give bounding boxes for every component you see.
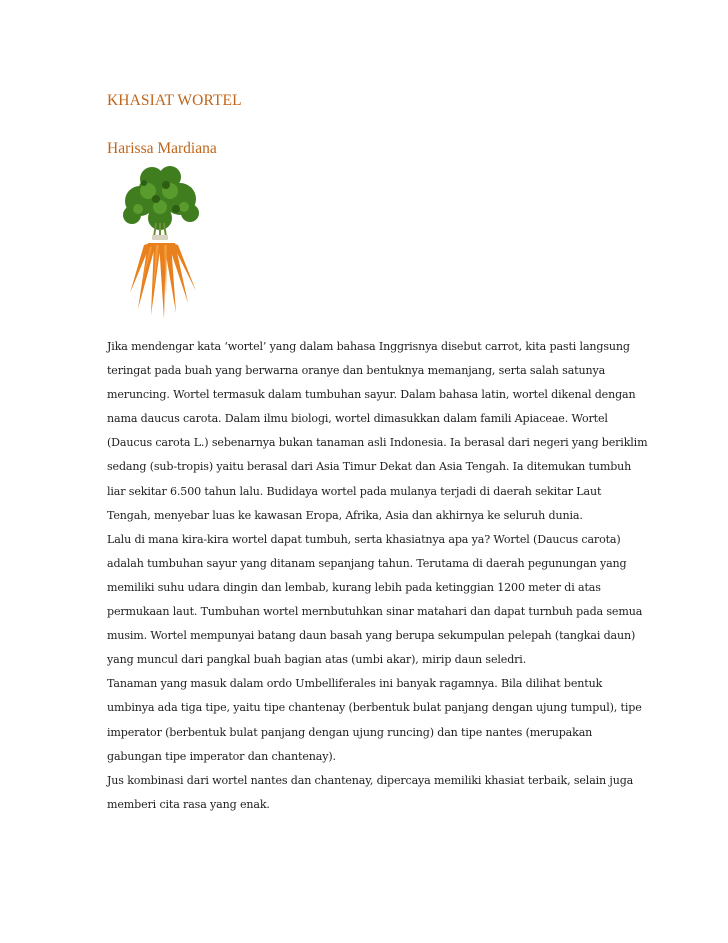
body-line: (Daucus carota L.) sebenarnya bukan tanaman asli Indonesia. Ia berasal dari negeri yang beriklim (107, 436, 648, 450)
body-line: imperator (berbentuk bulat panjang dengan ujung runcing) dan tipe nantes (merupakan (107, 725, 593, 739)
body-line: liar sekitar 6.500 tahun lalu. Budidaya wortel pada mulanya terjadi di daerah sekitar Laut (107, 484, 602, 498)
body-line: gabungan tipe imperator dan chantenay). (107, 749, 336, 763)
author-name: Harissa Mardiana (107, 140, 217, 157)
body-line: permukaan laut. Tumbuhan wortel mernbutuhkan sinar matahari dan dapat turnbuh pada semua (107, 605, 643, 619)
body-line: memberi cita rasa yang enak. (107, 797, 270, 811)
body-line: adalah tumbuhan sayur yang ditanam sepanjang tahun. Terutama di daerah pegunungan yang (107, 556, 627, 570)
body-line: musim. Wortel mempunyai batang daun basah yang berupa sekumpulan pelepah (tangkai daun) (107, 629, 636, 643)
body-line: nama daucus carota. Dalam ilmu biologi, wortel dimasukkan dalam famili Apiaceae. Wortel (107, 412, 608, 426)
document-title: KHASIAT WORTEL (107, 92, 242, 109)
body-line: sedang (sub-tropis) yaitu berasal dari Asia Timur Dekat dan Asia Tengah. Ia ditemukan tumbuh (107, 460, 632, 474)
carrot-bunch-image (104, 163, 216, 321)
article-body (107, 335, 648, 817)
body-line: memiliki suhu udara dingin dan lembab, kurang lebih pada ketinggian 1200 meter di atas (107, 580, 601, 594)
body-line: yang muncul dari pangkal buah bagian atas (umbi akar), mirip daun seledri. (107, 653, 527, 667)
body-line: Lalu di mana kira-kira wortel dapat tumbuh, serta khasiatnya apa ya? Wortel (Daucus carota) (107, 532, 621, 546)
body-line: meruncing. Wortel termasuk dalam tumbuhan sayur. Dalam bahasa latin, wortel dikenal dengan (107, 388, 636, 402)
body-line: teringat pada buah yang berwarna oranye dan bentuknya memanjang, serta salah satunya (107, 364, 606, 378)
body-line: Jika mendengar kata ‘wortel’ yang dalam bahasa Inggrisnya disebut carrot, kita pasti langsung (107, 340, 630, 353)
body-line: Tengah, menyebar luas ke kawasan Eropa, Afrika, Asia dan akhirnya ke seluruh dunia. (107, 508, 583, 522)
body-line: Jus kombinasi dari wortel nantes dan chantenay, dipercaya memiliki khasiat terbaik, selain juga (107, 773, 634, 787)
body-line: umbinya ada tiga tipe, yaitu tipe chantenay (berbentuk bulat panjang dengan ujung tumpul), tipe (107, 701, 642, 715)
body-line: Tanaman yang masuk dalam ordo Umbelliferales ini banyak ragamnya. Bila dilihat bentuk (107, 677, 603, 691)
